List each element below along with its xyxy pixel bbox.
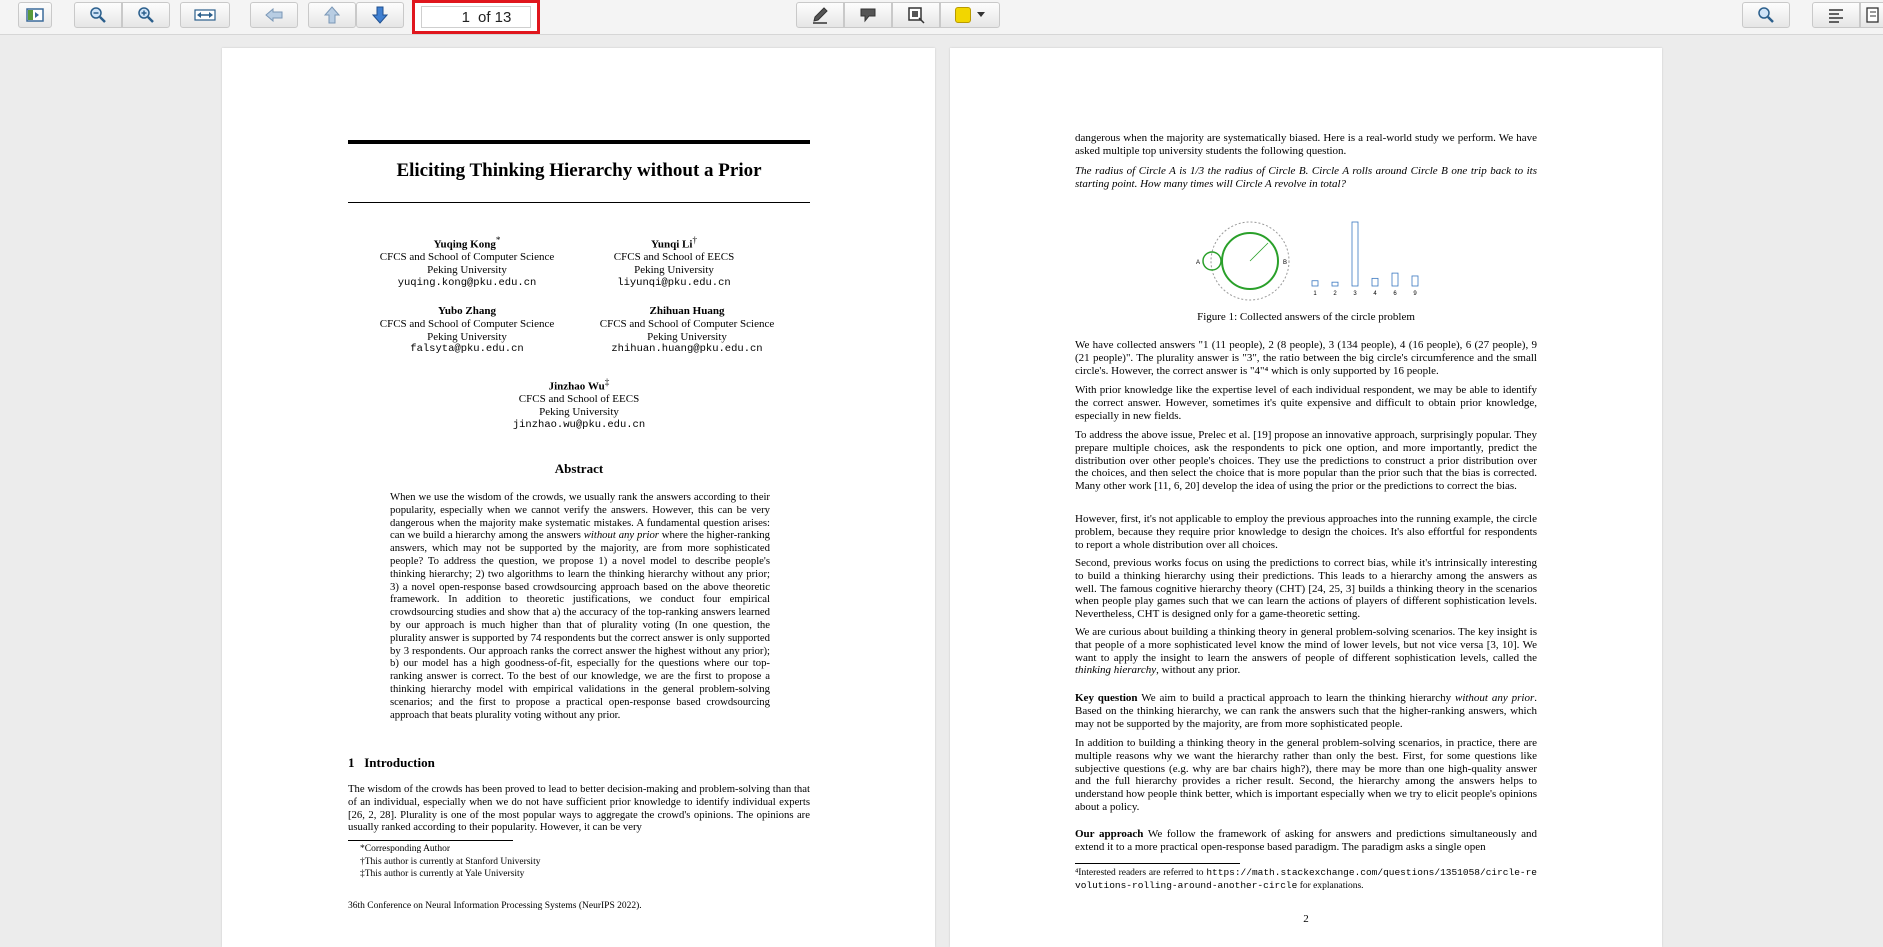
author-email: jinzhao.wu@pku.edu.cn (512, 419, 646, 432)
page-number: 2 (1303, 913, 1309, 925)
paragraph: dangerous when the majority are systematically biased. Here is a real-world study we perform. We have asked multiple top university students the following question. (1075, 132, 1537, 157)
bar (1372, 278, 1378, 286)
sidebar-toggle-icon (26, 8, 44, 22)
back-icon (265, 8, 283, 22)
page-number-field[interactable] (421, 6, 531, 28)
question-text: The radius of Circle A is 1/3 the radius of Circle B. Circle A rolls around Circle B one trip back to its starting point. How many times will Circle A revolve in total? (1075, 165, 1537, 190)
author-affiliation: CFCS and School of Computer Science (379, 251, 555, 264)
footnotes (360, 843, 800, 881)
paragraph (1075, 626, 1537, 677)
paragraph: We have collected answers "1 (11 people), 2 (8 people), 3 (134 people), 4 (16 people), 6 (27 people), 9 (21 people)". The plurality answer is "3", the ratio between the big circle's circumference and the small circle's. However, the correct answer is "4"⁴ which is only supported by 16 people. (1075, 339, 1537, 377)
color-swatch-icon (955, 7, 971, 23)
sidebar-toggle-button[interactable] (18, 2, 52, 28)
fit-width-button[interactable] (180, 2, 230, 28)
search-button[interactable] (1742, 2, 1790, 28)
label-b: B (1283, 260, 1288, 266)
author-block (574, 305, 800, 356)
page-current-input[interactable]: 1 (461, 8, 470, 26)
bar (1412, 276, 1418, 286)
paragraph-label: Our approach (1075, 828, 1144, 840)
zoom-out-button[interactable] (74, 2, 122, 28)
author-university: Peking University (647, 330, 727, 343)
bar-chart (1312, 222, 1418, 297)
bar-label: 1 (1313, 291, 1317, 297)
author-mark: ‡ (604, 377, 610, 387)
author-name: Zhihuan Huang (649, 305, 725, 317)
pen-icon (811, 6, 829, 24)
view-mode-button[interactable] (1812, 2, 1860, 28)
pdf-page-2 (950, 48, 1662, 947)
title-rule-top (348, 140, 810, 144)
view-mode-icon (1827, 7, 1845, 23)
footnote-part: for explanations. (1297, 880, 1364, 891)
bar-label: 4 (1373, 291, 1377, 297)
author-name: Yuqing Kong (433, 238, 496, 251)
footnote: ‡This author is currently at Yale University (360, 869, 525, 879)
bar (1312, 281, 1318, 286)
footnote-rule (348, 840, 513, 841)
paragraph-part: We aim to build a practical approach to learn the thinking hierarchy (1137, 692, 1455, 704)
section-title: Introduction (364, 755, 435, 770)
page-total-label: of 13 (478, 8, 512, 26)
paragraph-part: We are curious about building a thinking theory in general problem-solving scenarios. The key insight is that people of a more sophisticated level know the mind of lower levels, but not vice versa [3, 10]. We want to apply the insight to learn the answers of people of different sophistication levels, called the (1075, 626, 1537, 664)
footnote-part: ⁴Interested readers are referred to (1075, 868, 1207, 878)
section-heading (348, 755, 810, 771)
pdf-page-1 (222, 48, 935, 947)
author-university: Peking University (427, 264, 507, 277)
bar-label: 3 (1353, 291, 1357, 297)
author-name: Jinzhao Wu (548, 380, 605, 393)
author-mark: * (495, 235, 501, 245)
footnote-rule (1075, 863, 1240, 864)
zoom-in-icon (137, 6, 155, 24)
next-page-button[interactable] (356, 2, 404, 28)
label-a: A (1196, 260, 1201, 266)
author-name: Yunqi Li (650, 238, 693, 251)
zoom-out-icon (89, 6, 107, 24)
select-box-icon (907, 6, 925, 24)
intro-paragraph: The wisdom of the crowds has been proved to lead to better decision-making and problem-solving than that of an individual, especially when we do not have sufficient prior knowledge to identify individual experts [26, 2, 28]. Plurality is one of the most popular ways to aggregate the crowd's opinions. The opinions are usually ranked according to their popularity. However, it can be very (348, 783, 810, 834)
footnote: †This author is currently at Stanford University (360, 856, 541, 867)
paragraph-label: Key question (1075, 692, 1138, 704)
paragraph: However, first, it's not applicable to employ the previous approaches into the running example, the circle problem, because they require prior knowledge to design the choices. It's also effortful for respondents to report a whole distribution over all choices. (1075, 513, 1537, 551)
more-button[interactable] (1860, 2, 1883, 28)
author-affiliation: CFCS and School of Computer Science (599, 317, 775, 330)
abstract-emphasis: without any prior (583, 529, 659, 542)
author-affiliation: CFCS and School of Computer Science (379, 317, 555, 330)
paragraph: In addition to building a thinking theory in the general problem-solving scenarios, in practice, there are multiple reasons why we want the hierarchy rather than only the best. First, for some questions like subjective questions (e.g. why are bar chairs high?), there may be more than one high-quality answer and the full hierarchy provides a richer result. Second, the hierarchy among the answers helps to understand how people think better, which is important especially when we try to elicit people's opinions about a policy. (1075, 737, 1537, 813)
author-university: Peking University (427, 330, 507, 343)
back-button[interactable] (250, 2, 298, 28)
bar (1352, 222, 1358, 286)
abstract-text (390, 491, 770, 721)
our-approach-paragraph (1075, 828, 1537, 854)
next-page-icon (372, 6, 388, 24)
comment-icon (859, 7, 877, 23)
author-block (564, 234, 784, 290)
toolbar (0, 0, 1883, 35)
paragraph-emphasis: thinking hierarchy (1075, 664, 1157, 677)
author-email: liyunqi@pku.edu.cn (617, 277, 731, 290)
paragraph: With prior knowledge like the expertise level of each individual respondent, we may be able to identify the correct answer. However, sometimes it's quite expensive and difficult to obtain prior knowledge, especially in new fields. (1075, 384, 1537, 422)
bar-label: 2 (1333, 291, 1337, 297)
zoom-in-button[interactable] (122, 2, 170, 28)
paragraph-emphasis: without any prior (1454, 692, 1535, 704)
circle-figure (1190, 216, 1430, 306)
fit-width-icon (194, 8, 216, 22)
previous-page-button[interactable] (308, 2, 356, 28)
title-rule-bottom (348, 202, 810, 203)
figure-caption: Figure 1: Collected answers of the circle problem (1197, 311, 1415, 323)
abstract-part: where the higher-ranking answers, which may not be supported by the majority, are from more sophisticated people? To address the question, we propose 1) a novel model to describe people's thinking hierarchy; 2) two algorithms to learn the thinking hierarchy without any prior; 3) a novel open-response based crowdsourcing approach based on the above theoretic framework. In addition to theoretic justifications, we conduct four empirical crowdsourcing studies and show that a) the accuracy of the top-ranking answers learned by our approach is much higher than that of plurality voting (In one question, the plurality answer is supported by 74 respondents but the correct answer is only supported by 3 respondents. Our approach ranks the correct answer the highest without any prior); b) our model has a high goodness-of-fit, especially for the questions where our top-ranking answer is correct. To the best of our knowledge, we are the first to propose a thinking hierarchy model with empirical validations in the general problem-solving scenarios; and the first to propose a practical open-response based crowdsourcing approach that beats plurality voting without any prior. (390, 529, 770, 721)
author-email: zhihuan.huang@pku.edu.cn (611, 343, 763, 356)
search-icon (1757, 6, 1775, 24)
bar (1392, 273, 1398, 286)
author-affiliation: CFCS and School of EECS (613, 251, 735, 264)
footnote: *Corresponding Author (360, 844, 450, 854)
author-name: Yubo Zhang (438, 305, 496, 317)
paragraph-part: . Based on the thinking hierarchy, we can rank the answers such that the higher-ranking answers, which may not be supported by the majority, are from more sophisticated people. (1075, 692, 1537, 730)
radius-line (1250, 243, 1268, 261)
author-block (354, 305, 580, 356)
abstract-heading: Abstract (554, 461, 604, 476)
key-question-paragraph (1075, 692, 1537, 730)
previous-page-icon (324, 6, 340, 24)
select-box-button[interactable] (892, 2, 940, 28)
paragraph-part: We follow the framework of asking for answers and predictions simultaneously and extend it to a more practical open-response based paradigm. The paradigm asks a single open (1075, 828, 1537, 853)
author-university: Peking University (634, 264, 714, 277)
highlight-color-button[interactable] (940, 2, 1000, 28)
paragraph: To address the above issue, Prelec et al. [19] propose an innovative approach, surprisingly popular. They prepare multiple choices, ask the respondents to pick one option, and more importantly, predict the distribution over other people's choices. They use the predictions to construct a prior distribution over the choices, and then select the choice that is more popular than the prior such that the bias is corrected. Many other work [11, 6, 20] develop the idea of using the prior or the predictions to correct the bias. (1075, 429, 1537, 493)
chevron-down-icon (977, 12, 985, 18)
author-block (362, 234, 572, 290)
bar-label: 9 (1413, 291, 1417, 297)
author-university: Peking University (539, 406, 619, 419)
more-icon (1865, 7, 1879, 23)
paper-title: Eliciting Thinking Hierarchy without a Prior (396, 160, 762, 181)
bar (1332, 282, 1338, 286)
footnote (1075, 867, 1537, 892)
abstract-part: When we use the wisdom of the crowds, we usually rank the answers according to their popularity, especially when we cannot verify the answers. However, this can be very dangerous when the majority make systematic mistakes. A fundamental question arises: can we build a hierarchy among the answers (390, 491, 770, 542)
page-number-box (412, 0, 540, 34)
author-affiliation: CFCS and School of EECS (518, 393, 640, 406)
paragraph: Second, previous works focus on using the predictions to correct bias, while it's intrinsically interesting to build a thinking hierarchy using their predictions. This leads to a hierarchy among the answers as well. The famous cognitive hierarchy theory (CHT) [24, 25, 3] builds a thinking theory in the scenarios when people play games such that we can learn the actions of players of different sophistication levels. Nevertheless, CHT is designed only for a game-theoretic setting. (1075, 557, 1537, 621)
bar-label: 6 (1393, 291, 1397, 297)
author-email: falsyta@pku.edu.cn (410, 343, 524, 356)
section-number: 1 (348, 755, 355, 770)
author-email: yuqing.kong@pku.edu.cn (397, 277, 537, 290)
pen-button[interactable] (796, 2, 844, 28)
author-block (469, 376, 689, 432)
venue-line: 36th Conference on Neural Information Processing Systems (NeurIPS 2022). (348, 901, 642, 911)
author-mark: † (692, 235, 698, 245)
paragraph-part: , without any prior. (1156, 664, 1241, 677)
comment-button[interactable] (844, 2, 892, 28)
footnote-link[interactable]: https://math.stackexchange.com/questions/1351058/circle-revolutions-rolling-around-another-circle (1075, 867, 1537, 891)
